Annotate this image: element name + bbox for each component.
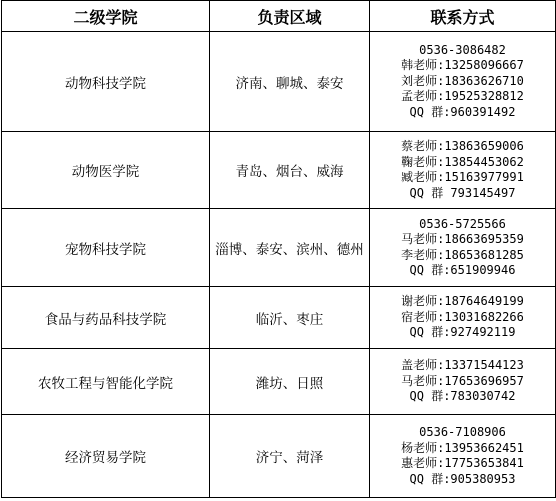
contact-cell xyxy=(370,32,556,132)
contact-line: 马老师:18663695359 xyxy=(401,232,524,246)
college-name: 食品与药品科技学院 xyxy=(2,287,210,349)
table-row xyxy=(2,209,556,287)
contact-line: QQ 群:651909946 xyxy=(409,263,516,277)
contact-cell xyxy=(370,415,556,498)
contact-line: 盖老师:13371544123 xyxy=(401,358,524,373)
contact-cell xyxy=(370,132,556,209)
table-row xyxy=(2,132,556,209)
table-row xyxy=(2,287,556,349)
contact-line: 0536-5725566 xyxy=(419,216,506,231)
header-college: 二级学院 xyxy=(2,1,210,32)
header-row xyxy=(2,1,556,32)
region-name: 临沂、枣庄 xyxy=(210,287,370,349)
contact-line: 马老师:17653696957 xyxy=(401,373,524,388)
contact-line: 蔡老师:13863659006 xyxy=(401,139,524,153)
table-row xyxy=(2,349,556,415)
contact-line: 孟老师:19525328812 xyxy=(401,89,524,104)
contact-line: 0536-7108906 xyxy=(419,425,506,439)
header-contact: 联系方式 xyxy=(370,1,556,32)
region-name: 淄博、泰安、滨州、德州 xyxy=(210,209,370,287)
contact-line: 鞠老师:13854453062 xyxy=(401,154,524,169)
contact-line: QQ 群:927492119 xyxy=(409,325,516,340)
header-region: 负责区域 xyxy=(210,1,370,32)
region-name: 潍坊、日照 xyxy=(210,349,370,415)
college-name: 宠物科技学院 xyxy=(2,209,210,287)
college-name: 动物医学院 xyxy=(2,132,210,209)
contact-table xyxy=(1,0,556,498)
college-name: 动物科技学院 xyxy=(2,32,210,132)
table-row xyxy=(2,32,556,132)
contact-line: 刘老师:18363626710 xyxy=(401,73,524,88)
contact-line: QQ 群:905380953 xyxy=(409,471,516,486)
region-name: 青岛、烟台、威海 xyxy=(210,132,370,209)
region-name: 济南、聊城、泰安 xyxy=(210,32,370,132)
contact-line: 杨老师:13953662451 xyxy=(401,440,524,455)
contact-cell xyxy=(370,287,556,349)
contact-line: QQ 群 793145497 xyxy=(409,185,516,200)
contact-cell xyxy=(370,209,556,287)
contact-line: QQ 群:960391492 xyxy=(409,104,516,119)
table-row xyxy=(2,415,556,498)
contact-line: QQ 群:783030742 xyxy=(409,389,516,404)
contact-line: 臧老师:15163977991 xyxy=(401,170,524,184)
college-name: 农牧工程与智能化学院 xyxy=(2,349,210,415)
contact-line: 李老师:18653681285 xyxy=(401,247,524,262)
contact-cell xyxy=(370,349,556,415)
contact-line: 0536-3086482 xyxy=(419,42,506,57)
contact-line: 惠老师:17753653841 xyxy=(401,456,524,470)
college-name: 经济贸易学院 xyxy=(2,415,210,498)
contact-line: 宿老师:13031682266 xyxy=(401,309,524,324)
contact-line: 谢老师:18764649199 xyxy=(401,294,524,309)
contact-line: 韩老师:13258096667 xyxy=(401,58,524,73)
region-name: 济宁、菏泽 xyxy=(210,415,370,498)
